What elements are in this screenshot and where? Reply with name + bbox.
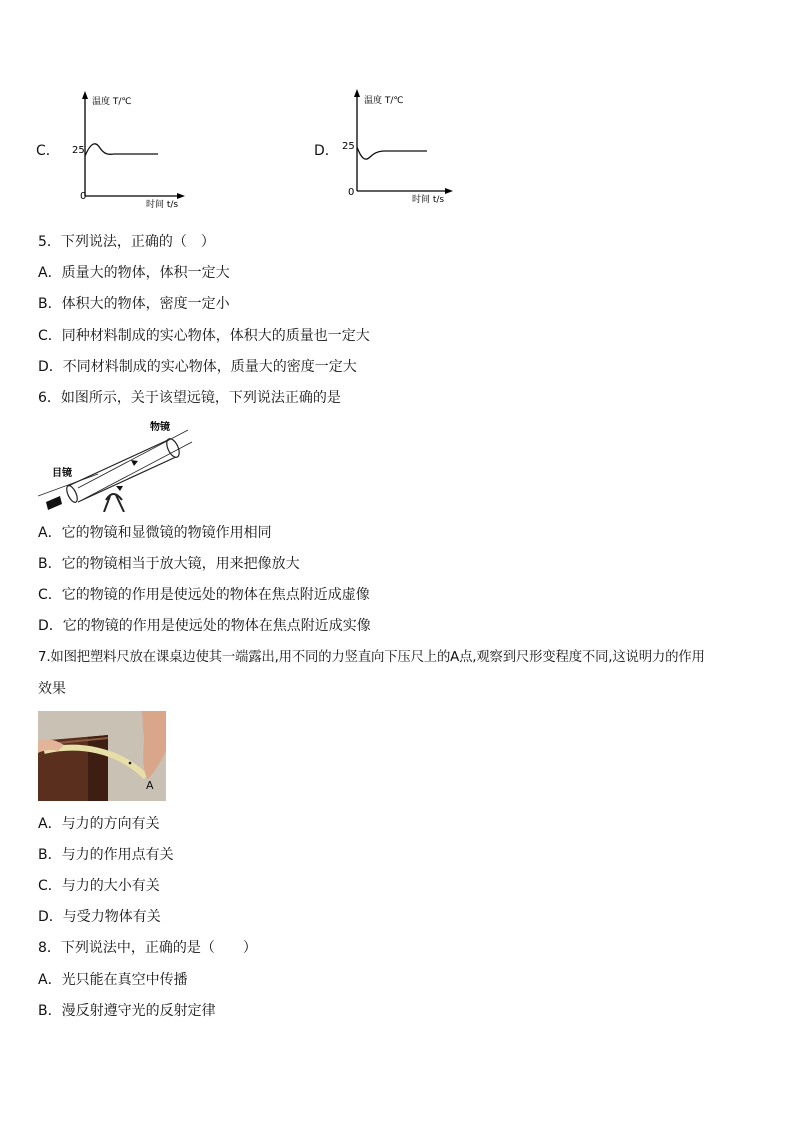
question-8-stem: 8．下列说法中，正确的是（ ） (38, 940, 257, 956)
graph-c-x-label: 时间 t/s (146, 200, 179, 210)
graph-c-y-arrow (82, 91, 88, 99)
graph-d-curve (357, 147, 427, 159)
graph-c-x-arrow (177, 193, 185, 199)
graph-c-y-label: 温度 T/℃ (92, 97, 132, 107)
question-7-option-b: B．与力的作用点有关 (38, 847, 174, 863)
graph-d-y-label: 温度 T/℃ (364, 96, 404, 106)
question-6-option-a: A．它的物镜和显微镜的物镜作用相同 (38, 525, 272, 541)
telescope-stand (104, 494, 124, 512)
question-8-option-b: B．漫反射遵守光的反射定律 (38, 1003, 216, 1019)
question-7-option-c: C．与力的大小有关 (38, 878, 160, 894)
graph-c-origin: 0 (80, 191, 87, 202)
graph-d-y-arrow (354, 89, 360, 97)
eyepiece-label: 目镜 (52, 468, 72, 479)
question-6-option-d: D．它的物镜的作用是使远处的物体在焦点附近成实像 (38, 618, 371, 634)
question-5-stem: 5．下列说法，正确的（ ） (38, 234, 215, 250)
question-5-option-a: A．质量大的物体，体积一定大 (38, 265, 230, 281)
eyepiece-rim (65, 484, 80, 504)
question-6-stem: 6．如图所示，关于该望远镜，下列说法正确的是 (38, 390, 341, 406)
ruler-photo (38, 711, 166, 801)
graph-d-plot (332, 86, 472, 211)
objective-lens-label: 物镜 (150, 422, 170, 433)
graph-d-tick-25: 25 (342, 141, 355, 152)
question-7-stem-line1: 7.如图把塑料尺放在课桌边使其一端露出,用不同的力竖直向下压尺上的A点,观察到尺形变程度不同,这说明力的作用 (38, 650, 705, 665)
graph-d-x-label: 时间 t/s (412, 195, 445, 205)
question-6-option-b: B．它的物镜相当于放大镜，用来把像放大 (38, 556, 300, 572)
desk-edge (88, 735, 108, 801)
graph-d-origin: 0 (348, 187, 355, 198)
question-8-option-a: A．光只能在真空中传播 (38, 972, 188, 988)
ray-arrow-2 (116, 486, 123, 491)
objective-lens-rim (164, 437, 182, 459)
graph-d-option-label: D． (314, 143, 339, 159)
light-ray-2 (82, 442, 192, 500)
question-7-option-a: A．与力的方向有关 (38, 816, 160, 832)
question-5-option-b: B．体积大的物体，密度一定小 (38, 296, 230, 312)
point-a-marker (129, 762, 132, 765)
question-6-option-c: C．它的物镜的作用是使远处的物体在焦点附近成虚像 (38, 587, 370, 603)
question-5-option-d: D．不同材料制成的实心物体，质量大的密度一定大 (38, 359, 357, 375)
graph-c-curve (85, 144, 158, 156)
eyepiece-cap (46, 496, 62, 510)
question-7-option-d: D．与受力物体有关 (38, 909, 161, 925)
telescope-tube-bottom (78, 456, 178, 502)
question-5-option-c: C．同种材料制成的实心物体，体积大的质量也一定大 (38, 328, 370, 344)
question-7-stem-line2: 效果 (38, 681, 66, 697)
point-a-label: A (146, 779, 154, 792)
graph-c-option-label: C． (36, 143, 60, 159)
graph-c-plot (60, 88, 200, 213)
graph-c-tick-25: 25 (72, 145, 85, 156)
ray-arrow-1 (131, 460, 138, 466)
telescope-figure (38, 416, 198, 512)
graph-d-x-arrow (445, 188, 453, 194)
